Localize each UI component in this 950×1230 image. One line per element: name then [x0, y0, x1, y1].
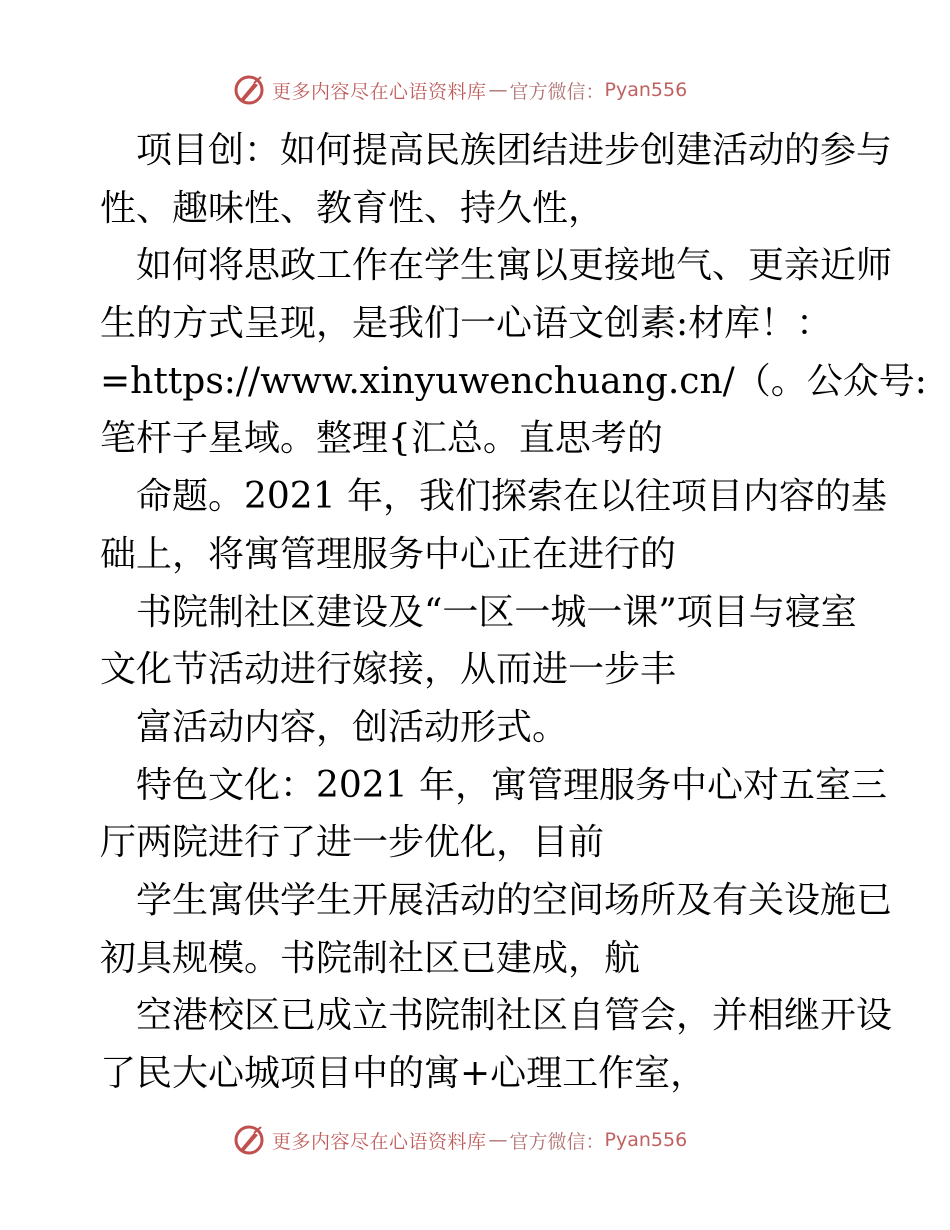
text-line: 学生寓供学生开展活动的空间场所及有关设施已	[136, 879, 893, 921]
text-line: 础上，将寓管理服务中心正在进行的	[100, 533, 677, 575]
text-line: 初具规模。书院制社区已建成，航	[100, 937, 641, 979]
text-line: 特色文化：2021 年，寓管理服务中心对五室三	[136, 764, 888, 806]
banner-wechat-id: Pyan556	[604, 79, 688, 101]
text-line: 生的方式呈现，是我们一心语文创素:材库！：	[100, 303, 833, 345]
feather-pen-logo-icon	[232, 1123, 266, 1157]
text-line: 文化节活动进行嫁接，从而进一步丰	[100, 649, 677, 691]
text-line: 性、趣味性、教育性、持久性，	[100, 187, 605, 229]
text-line: =https://www.xinyuwenchuang.cn/（。公众号:	[100, 360, 927, 402]
header-watermark-banner	[232, 70, 687, 110]
text-line: 如何将思政工作在学生寓以更接地气、更亲近师	[136, 245, 893, 287]
text-line: 空港校区已成立书院制社区自管会，并相继开设	[136, 995, 893, 1037]
text-line: 命题。2021 年，我们探索在以往项目内容的基	[136, 476, 888, 518]
banner-wechat-label: 官方微信：	[509, 80, 605, 103]
text-line: 项目创：如何提高民族团结进步创建活动的参与	[136, 130, 893, 171]
banner-wechat-id: Pyan556	[604, 1129, 688, 1151]
banner-wechat-label: 官方微信：	[509, 1130, 605, 1153]
banner-separator: —	[488, 79, 508, 101]
document-body	[100, 122, 927, 1103]
text-line: 书院制社区建设及“一区一城一课”项目与寝室	[136, 591, 857, 633]
footer-watermark-banner	[232, 1120, 687, 1160]
text-line: 了民大心城项目中的寓+心理工作室，	[100, 1053, 707, 1094]
text-line: 富活动内容，创活动形式。	[136, 706, 569, 748]
banner-site-text: 更多内容尽在心语资料库	[272, 1130, 487, 1153]
text-line: 笔杆子星域。整理{汇总。直思考的	[100, 418, 663, 460]
banner-separator: —	[488, 1129, 508, 1151]
banner-site-text: 更多内容尽在心语资料库	[272, 80, 487, 103]
feather-pen-logo-icon	[232, 73, 266, 107]
text-line: 厅两院进行了进一步优化，目前	[100, 822, 605, 864]
